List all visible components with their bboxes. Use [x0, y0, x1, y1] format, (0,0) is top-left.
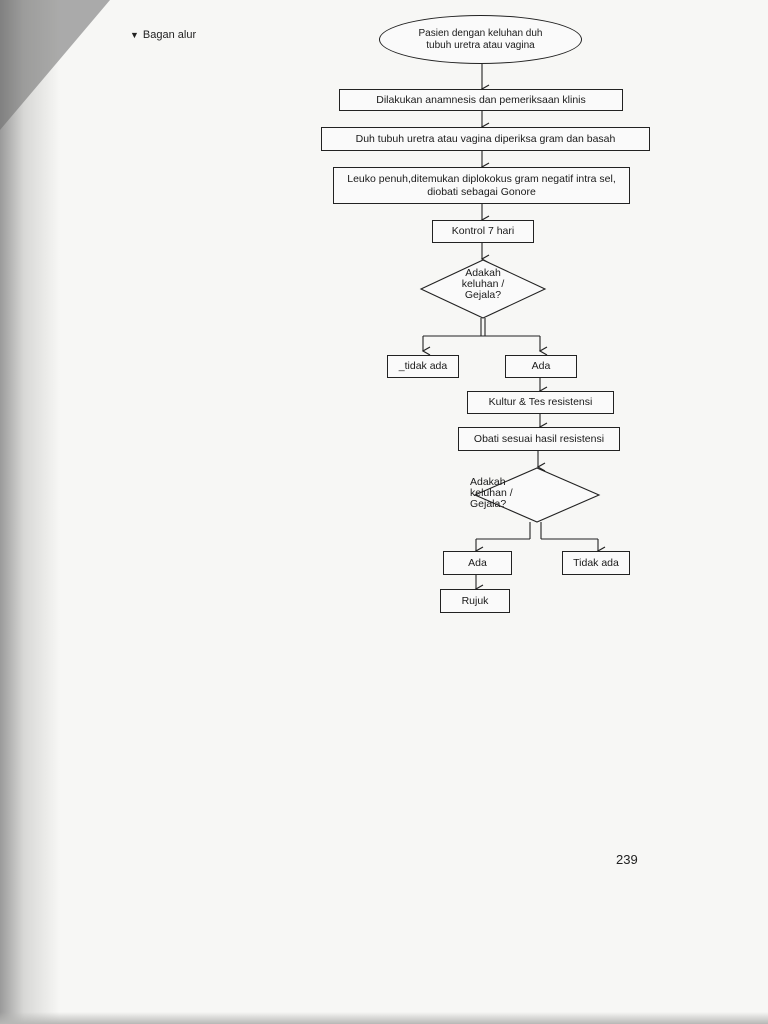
leuko-box — [333, 167, 630, 204]
page-number: 239 — [616, 852, 638, 867]
decision1-line-1: Adakah — [465, 267, 501, 279]
branch2-ada-label: Ada — [468, 556, 487, 569]
decision2-line-3: Gejala? — [470, 498, 507, 511]
start-node-label: Pasien dengan keluhan duh tubuh uretra atau vagina — [418, 27, 543, 51]
leuko-box-label: Leuko penuh,ditemukan diplokokus gram negatif intra sel, diobati sebagai Gonore — [347, 172, 616, 198]
branch2-tidak-ada-box — [562, 551, 630, 575]
kultur-box — [467, 391, 614, 414]
start-node — [379, 15, 582, 64]
gram-exam-box-label: Duh tubuh uretra atau vagina diperiksa gram dan basah — [355, 132, 616, 145]
anamnesis-box — [339, 89, 623, 111]
gram-exam-box — [321, 127, 650, 151]
kultur-box-label: Kultur & Tes resistensi — [488, 396, 593, 409]
decision2-line-1: Adakah — [470, 476, 506, 488]
decision1-line-3: Gejala? — [464, 289, 502, 302]
branch2-tidak-ada-label: Tidak ada — [573, 556, 619, 569]
rujuk-box — [440, 589, 510, 613]
branch1-ada-label: Ada — [531, 360, 551, 373]
branch1-tidak-ada-label: _tidak ada — [398, 360, 448, 373]
branch1-tidak-ada-box — [387, 355, 459, 378]
branch1-ada-box — [505, 355, 577, 378]
kontrol-box — [432, 220, 534, 243]
branch2-ada-box — [443, 551, 512, 575]
obati-box-label: Obati sesuai hasil resistensi — [473, 432, 605, 445]
triangle-bullet-icon: ▼ — [130, 30, 139, 40]
anamnesis-box-label: Dilakukan anamnesis dan pemeriksaan klinis — [376, 93, 586, 106]
kontrol-box-label: Kontrol 7 hari — [451, 225, 515, 238]
decision1-line-2: keluhan / — [461, 278, 505, 291]
section-heading-text: Bagan alur — [142, 29, 197, 41]
obati-box — [458, 427, 620, 451]
decision2-label — [470, 477, 536, 510]
decision2-line-2: keluhan / — [470, 487, 513, 500]
rujuk-box-label: Rujuk — [461, 594, 489, 607]
decision1-label — [446, 268, 520, 301]
